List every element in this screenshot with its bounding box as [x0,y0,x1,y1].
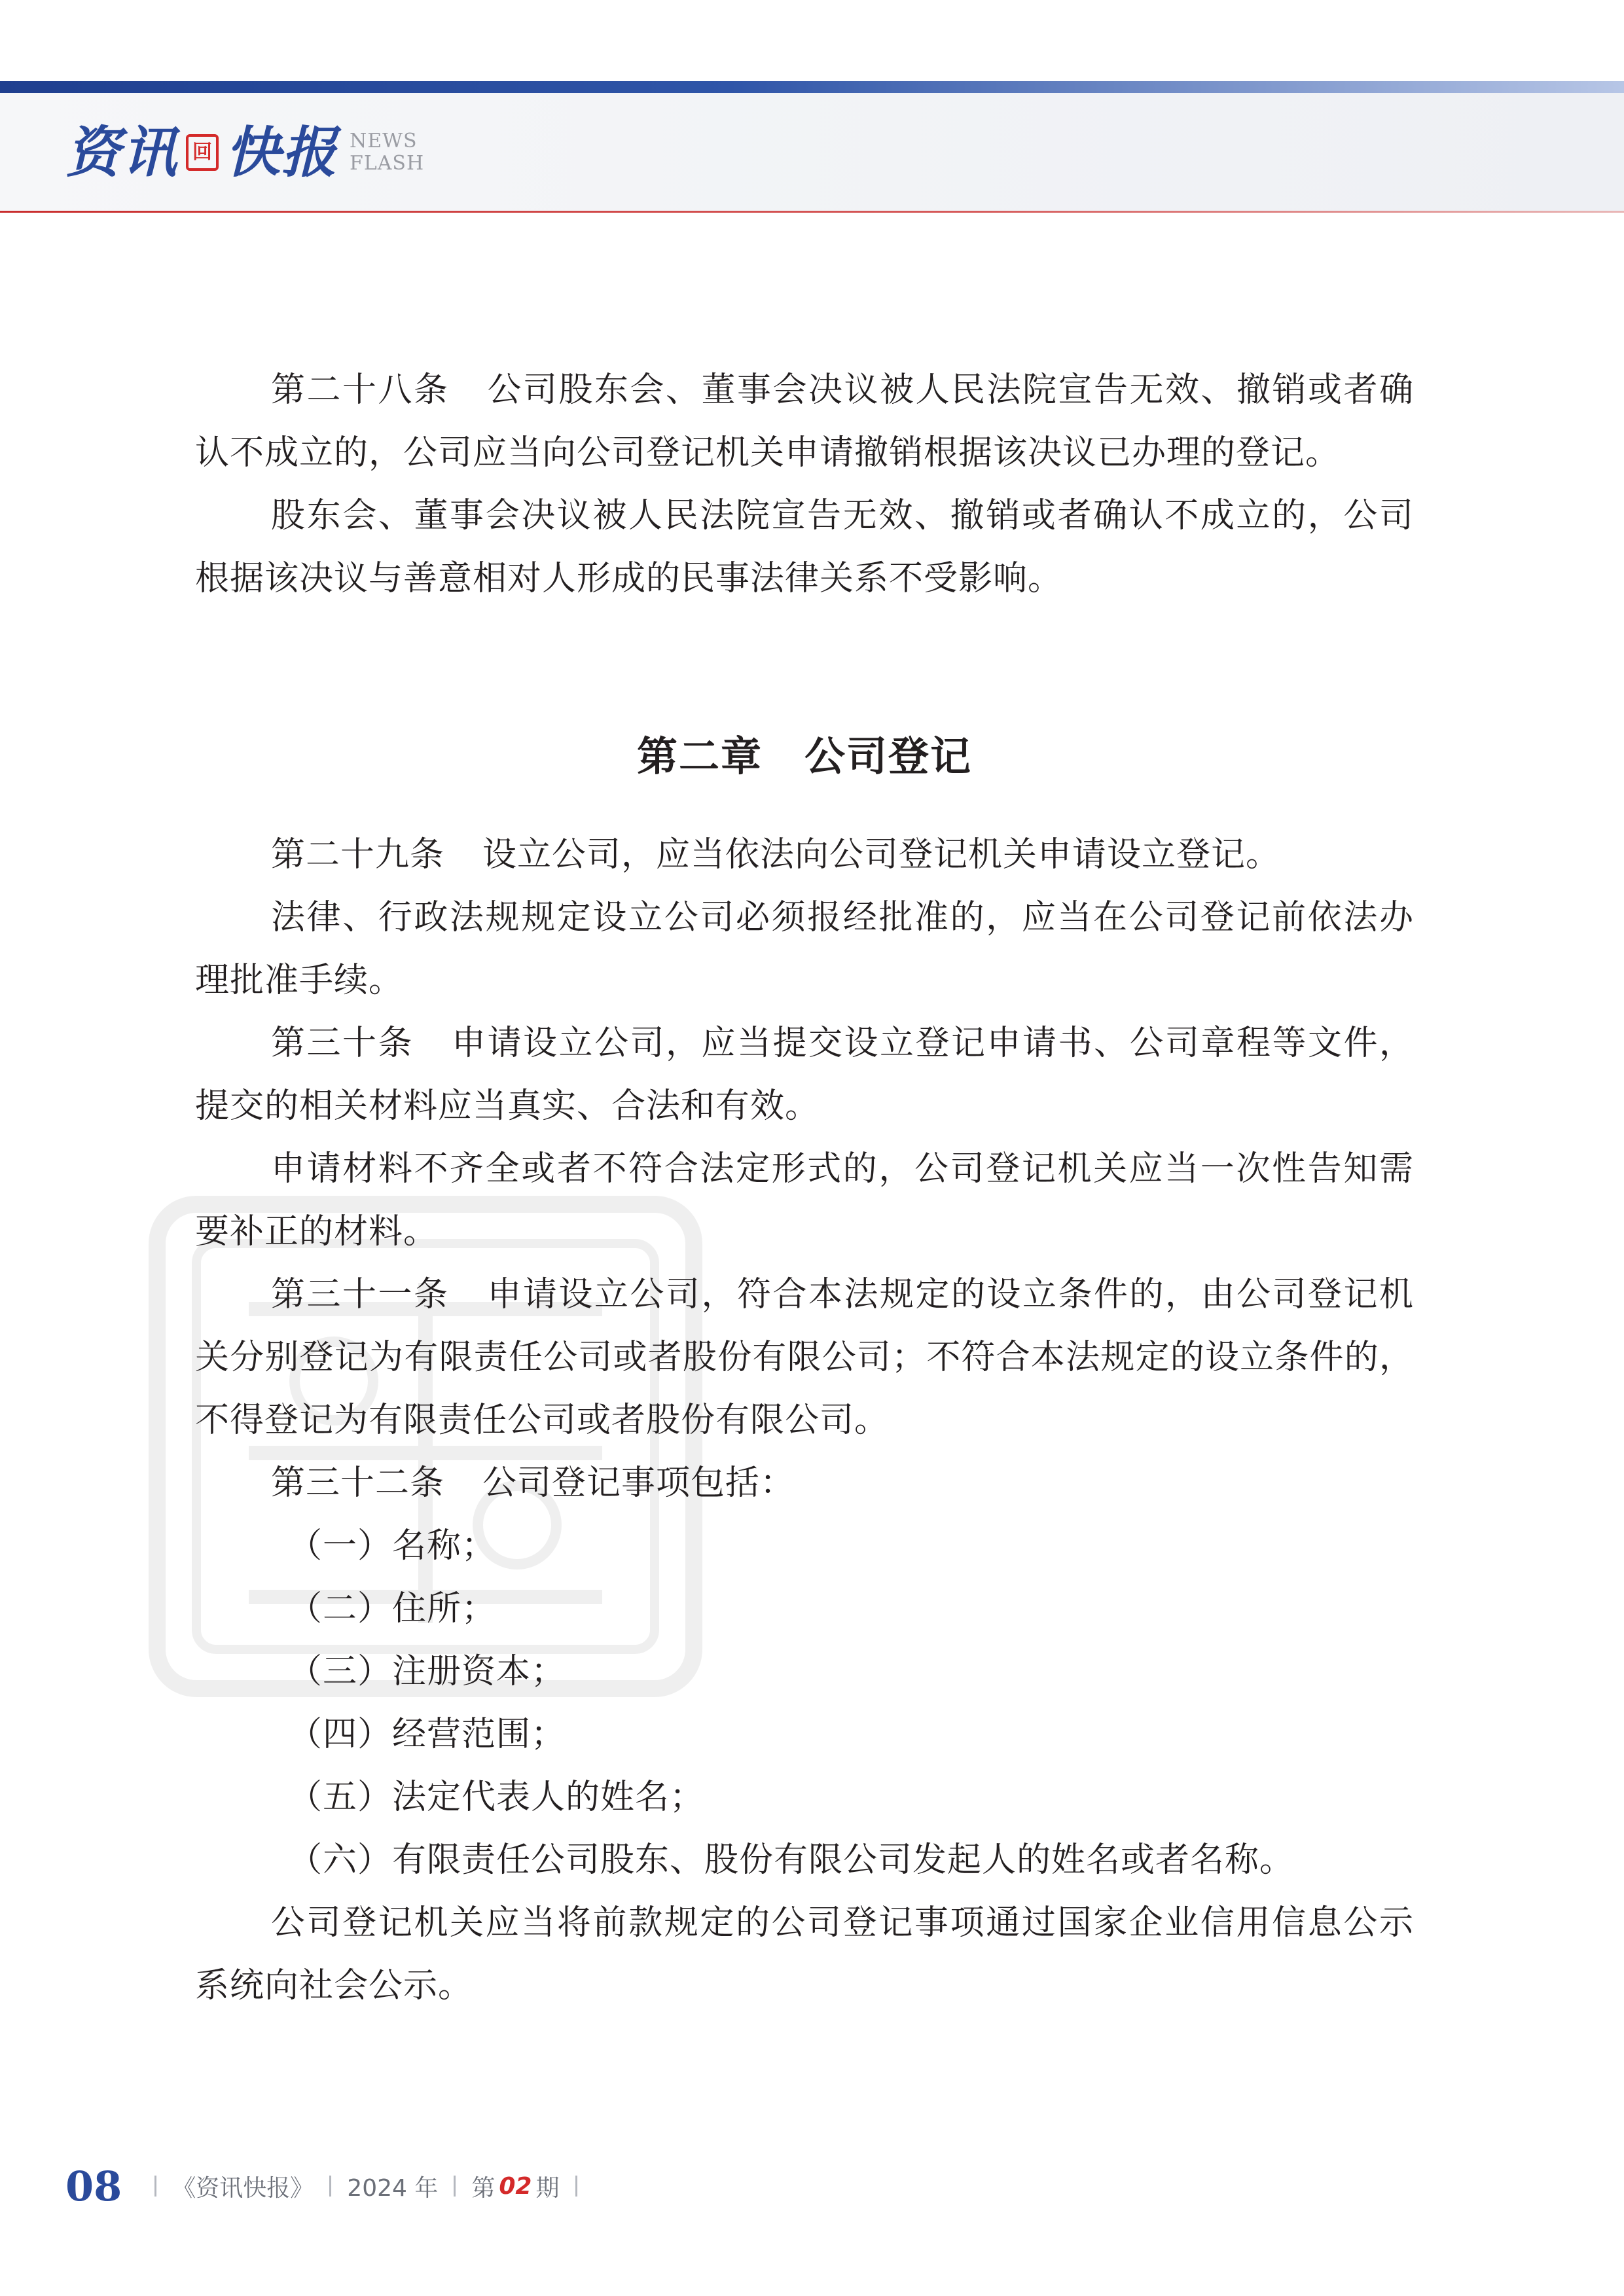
article-30-text-1: 申请设立公司，应当提交设立登记申请书、公司章程等文件，提交的相关材料应当真实、合法和有效。 [195,1024,1414,1126]
article-30-number: 第三十条 [271,1024,414,1063]
list-item: （二）住所； [288,1589,497,1628]
brand-seal-icon: 回 [186,134,219,171]
article-28-paragraph-1 [195,359,1414,484]
footer-separator [575,2176,577,2197]
article-29-number: 第二十九条 [271,835,445,874]
article-28-number: 第二十八条 [271,370,450,410]
list-item: （三）注册资本； [288,1652,566,1691]
article-content [195,359,1414,2017]
article-31-text-1: 申请设立公司，符合本法规定的设立条件的，由公司登记机关分别登记为有限责任公司或者股份有限公司；不符合本法规定的设立条件的，不得登记为有限责任公司或者股份有限公司。 [195,1275,1414,1440]
article-28-text-1: 公司股东会、董事会决议被人民法院宣告无效、撤销或者确认不成立的，公司应当向公司登记机关申请撤销根据该决议已办理的登记。 [195,370,1414,473]
article-32-paragraph-2: 公司登记机关应当将前款规定的公司登记事项通过国家企业信用信息公示系统向社会公示。 [195,1903,1414,2005]
header-divider [0,211,1624,213]
issue-prefix: 第 [471,2174,496,2202]
chapter-title: 第二章 公司登记 [636,732,972,780]
article-29-paragraph-2: 法律、行政法规规定设立公司必须报经批准的，应当在公司登记前依法办理批准手续。 [195,898,1414,1000]
brand-english [350,130,424,175]
article-29-text-1: 设立公司，应当依法向公司登记机关申请设立登记。 [482,835,1281,874]
issue-suffix: 期 [535,2174,560,2202]
article-32-paragraph-1 [195,1452,1414,1515]
article-29-paragraph-1 [195,823,1414,886]
publication-year: 2024 年 [347,2174,439,2202]
article-30-paragraph-1 [195,1012,1414,1138]
article-31-paragraph-1 [195,1263,1414,1452]
footer-separator [329,2176,331,2197]
issue-number: 02 [499,2172,532,2200]
brand-english-line2: FLASH [350,152,425,175]
footer-separator [154,2176,156,2197]
brand-name-part1: 资讯 [65,120,179,185]
brand-english-line1: NEWS [350,130,418,152]
brand-logo [65,117,424,188]
list-item: （六）有限责任公司股东、股份有限公司发起人的姓名或者名称。 [288,1840,1295,1880]
brand-name-part2: 快报 [225,120,338,185]
list-item: （四）经营范围； [288,1715,566,1754]
page-footer [65,2160,593,2212]
article-32-number: 第三十二条 [271,1463,445,1503]
article-32-text-1: 公司登记事项包括： [482,1463,795,1503]
list-item: （一）名称； [288,1526,497,1566]
header-top-bar [0,81,1624,93]
article-28-paragraph-2: 股东会、董事会决议被人民法院宣告无效、撤销或者确认不成立的，公司根据该决议与善意相对人形成的民事法律关系不受影响。 [195,496,1414,598]
page-number: 08 [65,2162,122,2210]
article-31-number: 第三十一条 [271,1275,450,1314]
list-item: （五）法定代表人的姓名； [288,1778,705,1817]
footer-separator [454,2176,456,2197]
publication-name: 《资讯快报》 [172,2174,314,2202]
article-30-paragraph-2: 申请材料不齐全或者不符合法定形式的，公司登记机关应当一次性告知需要补正的材料。 [195,1149,1414,1251]
